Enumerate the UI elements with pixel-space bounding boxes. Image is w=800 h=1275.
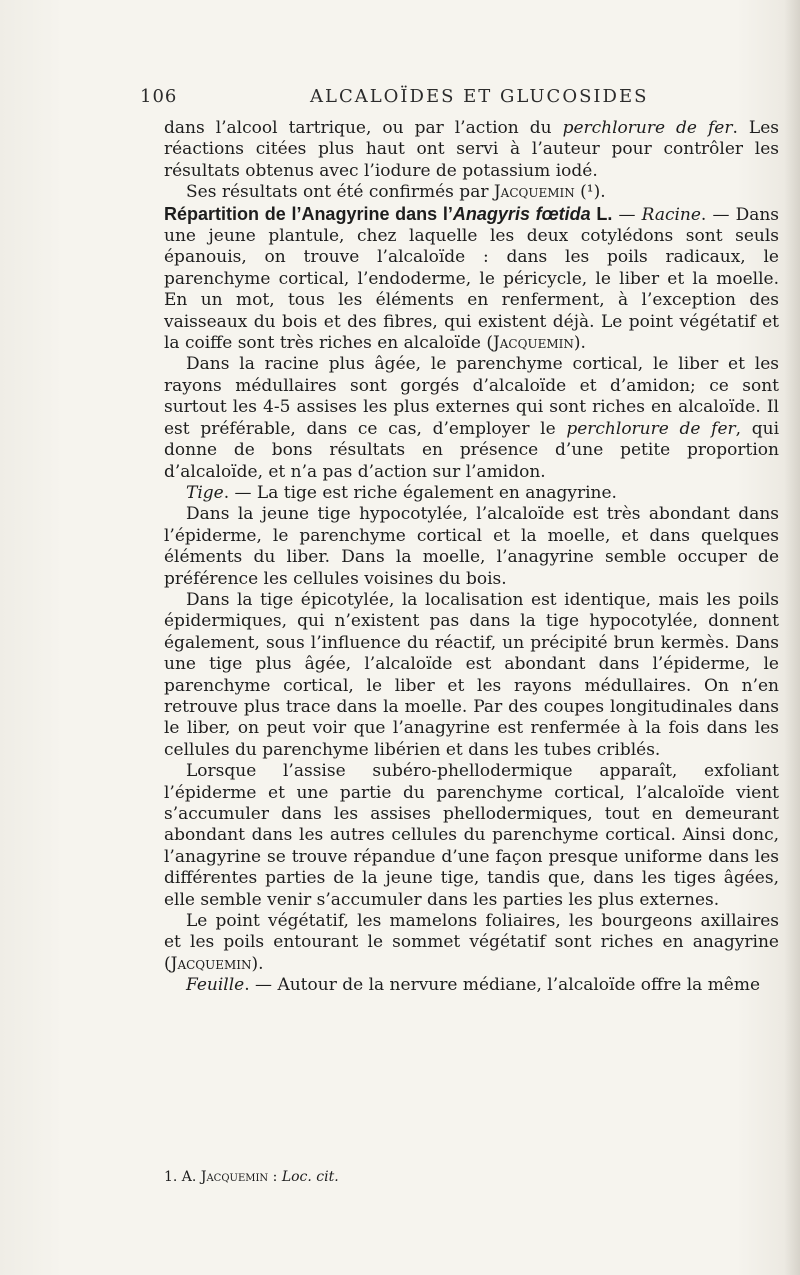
subheading-feuille: Feuille bbox=[186, 975, 245, 996]
footnote-reference: Loc. cit. bbox=[281, 1169, 339, 1185]
paragraph-9 bbox=[164, 911, 779, 975]
paragraph-7: Dans la tige épicotylée, la localisation est identique, mais les poils épidermiques, qui n’existent pas dans la tige hypocotylée, donnent également, sous l’influence du réactif, un précipité brun kermès. Dans une tige plus âgée, l’alcaloïde est abondant dans l’épiderme, le parenchyme cortical, le liber et les rayons médullaires. On n’en retrouve plus trace dans la moelle. Par des coupes longitudinales dans le liber, on peut voir que l’anagyrine est renfermée à la fois dans les cellules du parenchyme libérien et dans les tubes criblés. bbox=[164, 589, 779, 760]
running-title: ALCALOÏDES ET GLUCOSIDES bbox=[310, 86, 649, 107]
footnote bbox=[164, 1168, 779, 1186]
paragraph-2-text-b: (¹). bbox=[574, 182, 606, 203]
paragraph-9-text-b: ). bbox=[251, 953, 264, 974]
paragraph-2 bbox=[164, 182, 779, 203]
paragraph-10 bbox=[164, 975, 779, 996]
footnote-marker: 1. A. bbox=[164, 1169, 201, 1185]
paragraph-3-dash: — bbox=[612, 204, 642, 225]
page-header bbox=[140, 86, 660, 114]
paragraph-3 bbox=[164, 204, 779, 355]
paragraph-4-italic: perchlorure de fer bbox=[566, 418, 736, 439]
footnote-author: Jacquemin bbox=[200, 1169, 269, 1185]
author-name: Jacquemin bbox=[493, 182, 575, 203]
paragraph-3-text-b: . — Dans une jeune plantule, chez laquelle les deux cotylédons sont seuls épanouis, on trouve l’alcaloïde : dans les poils radicaux, le parenchyme cortical, l’endoderme, le péricycle, le liber et la moelle. En un mot, tous les éléments en renferment, à l’exception des vaisseaux du bois et des fibres, qui existent déjà. Le point végétatif et la coiffe sont très riches en alcaloïde ( bbox=[164, 204, 780, 354]
page-number: 106 bbox=[140, 86, 178, 107]
paragraph-1-text-a: dans l’alcool tartrique, ou par l’action du bbox=[164, 118, 563, 138]
section-heading-author: L. bbox=[590, 203, 613, 224]
paragraph-2-text-a: Ses résultats ont été confirmés par bbox=[186, 182, 494, 203]
paragraph-1-italic: perchlorure de fer bbox=[562, 118, 733, 138]
body-text bbox=[164, 118, 779, 997]
paragraph-4-text-a: Dans la racine plus âgée, le parenchyme cortical, le liber et les rayons médullaires sont gorgés d’alcaloïde et d’amidon; ce sont surtout les 4-5 assises les plus externes qui sont riches en alcaloïde. Il est préférable, dans ce cas, d’employer le bbox=[164, 354, 779, 439]
author-name: Jacquemin bbox=[170, 953, 252, 974]
section-heading: Répartition de l’Anagyrine dans l’ bbox=[164, 203, 453, 224]
paragraph-10-text: . — Autour de la nervure médiane, l’alcaloïde offre la même bbox=[244, 975, 761, 996]
paragraph-1-text-b: . Les réactions citées plus haut ont servi à l’auteur pour contrôler les résultats obtenus avec l’iodure de potassium iodé. bbox=[164, 118, 779, 181]
author-name: Jacquemin bbox=[492, 333, 574, 354]
subheading-tige: Tige bbox=[186, 482, 224, 503]
paragraph-6: Dans la jeune tige hypocotylée, l’alcaloïde est très abondant dans l’épiderme, le parenchyme cortical et la moelle, et dans quelques éléments du liber. Dans la moelle, l’anagyrine semble occuper de préférence les cellules voisines du bois. bbox=[164, 504, 779, 589]
paragraph-5-text: . — La tige est riche également en anagyrine. bbox=[223, 482, 617, 503]
paragraph-4 bbox=[164, 354, 779, 482]
section-heading-species: Anagyris fœtida bbox=[452, 203, 591, 224]
paragraph-8: Lorsque l’assise subéro-phellodermique apparaît, exfoliant l’épiderme et une partie du parenchyme cortical, l’alcaloïde vient s’accumuler dans les assises phellodermiques, tout en demeurant abondant dans les autres cellules du parenchyme cortical. Ainsi donc, l’anagyrine se trouve répandue d’une façon presque uniforme dans les différentes parties de la jeune tige, tandis que, dans les tiges âgées, elle semble venir s’accumuler dans les parties les plus externes. bbox=[164, 761, 779, 910]
paragraph-5 bbox=[164, 483, 779, 504]
paragraph-4-text-b: , qui donne de bons résultats en présence d’une petite proportion d’alcaloïde, et n’a pas d’action sur l’amidon. bbox=[164, 418, 780, 482]
footnote-separator: : bbox=[268, 1169, 282, 1185]
paragraph-9-text-a: Le point végétatif, les mamelons foliaires, les bourgeons axillaires et les poils entourant le sommet végétatif sont riches en anagyrine ( bbox=[164, 911, 779, 974]
page-edge-shadow bbox=[784, 0, 800, 1275]
subheading-racine: Racine bbox=[641, 204, 701, 225]
paragraph-3-text-c: ). bbox=[573, 333, 586, 354]
paragraph-1 bbox=[164, 118, 779, 182]
